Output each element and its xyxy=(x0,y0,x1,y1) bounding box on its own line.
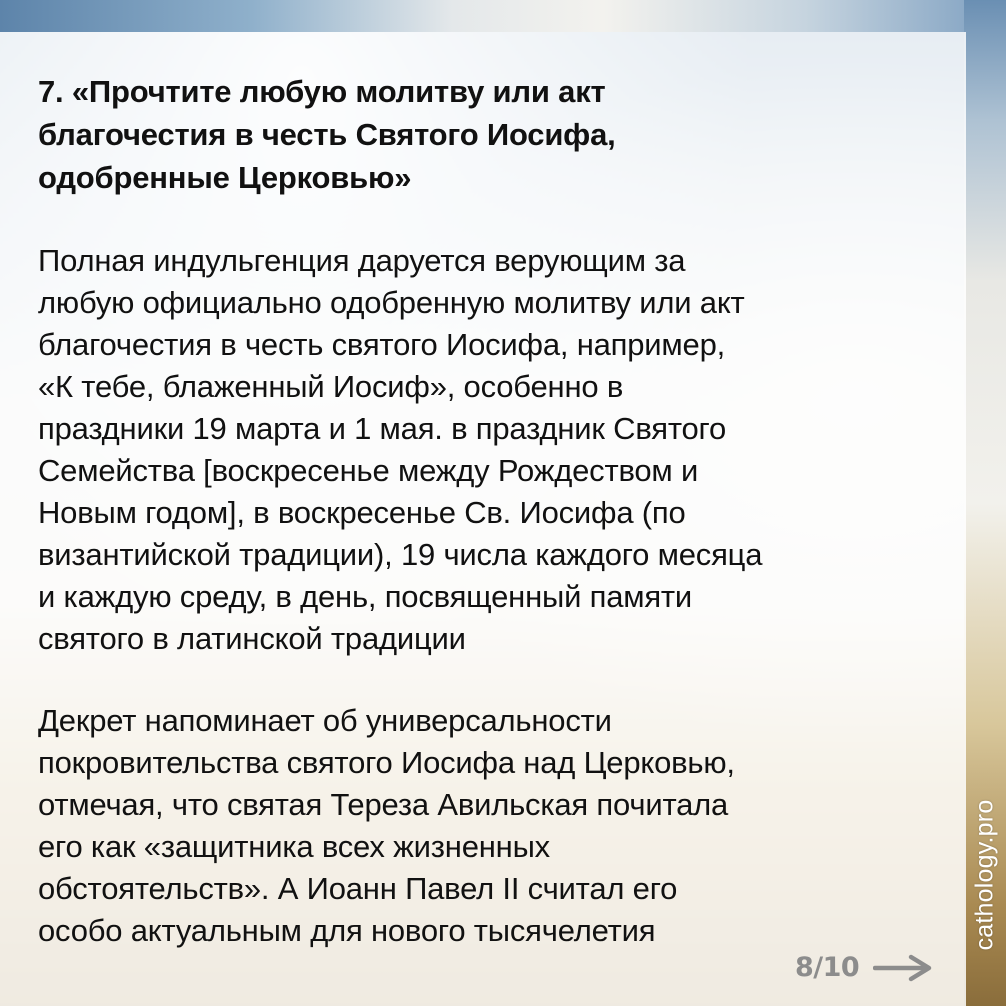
paragraph-line: праздники 19 марта и 1 мая. в праздник Святого xyxy=(38,411,727,446)
paragraph-line: святого в латинской традиции xyxy=(38,621,466,656)
paragraph-line: благочестия в честь святого Иосифа, например, xyxy=(38,327,726,362)
text-card xyxy=(0,32,966,1006)
paragraph-line: обстоятельств». А Иоанн Павел II считал его xyxy=(38,871,678,906)
paragraph-line: покровительства святого Иосифа над Церковью, xyxy=(38,745,735,780)
page-counter-label: 8/10 xyxy=(795,952,860,983)
paragraph-line: его как «защитника всех жизненных xyxy=(38,829,550,864)
heading-line: одобренные Церковью» xyxy=(38,160,412,195)
paragraph-line: Декрет напоминает об универсальности xyxy=(38,703,612,738)
paragraph-line: и каждую среду, в день, посвященный памяти xyxy=(38,579,693,614)
indulgence-paragraph xyxy=(38,240,938,660)
paragraph-line: Полная индульгенция даруется верующим за xyxy=(38,243,686,278)
paragraph-line: Семейства [воскресенье между Рождеством и xyxy=(38,453,699,488)
arrow-right-icon[interactable] xyxy=(873,953,933,983)
slide-heading xyxy=(38,70,938,199)
card-content xyxy=(38,70,938,952)
site-watermark xyxy=(970,780,1000,970)
pagination[interactable] xyxy=(795,952,933,983)
heading-line: 7. «Прочтите любую молитву или акт xyxy=(38,74,606,109)
paragraph-line: особо актуальным для нового тысячелетия xyxy=(38,913,656,948)
paragraph-line: Новым годом], в воскресенье Св. Иосифа (по xyxy=(38,495,686,530)
paragraph-line: отмечая, что святая Тереза Авильская почитала xyxy=(38,787,729,822)
background-sky-top xyxy=(0,0,1006,32)
paragraph-line: византийской традиции), 19 числа каждого месяца xyxy=(38,537,763,572)
paragraph-line: «К тебе, блаженный Иосиф», особенно в xyxy=(38,369,624,404)
paragraph-line: любую официально одобренную молитву или акт xyxy=(38,285,745,320)
heading-line: благочестия в честь Святого Иосифа, xyxy=(38,117,616,152)
watermark-text: cathology.pro xyxy=(970,799,999,951)
decree-paragraph xyxy=(38,700,938,952)
